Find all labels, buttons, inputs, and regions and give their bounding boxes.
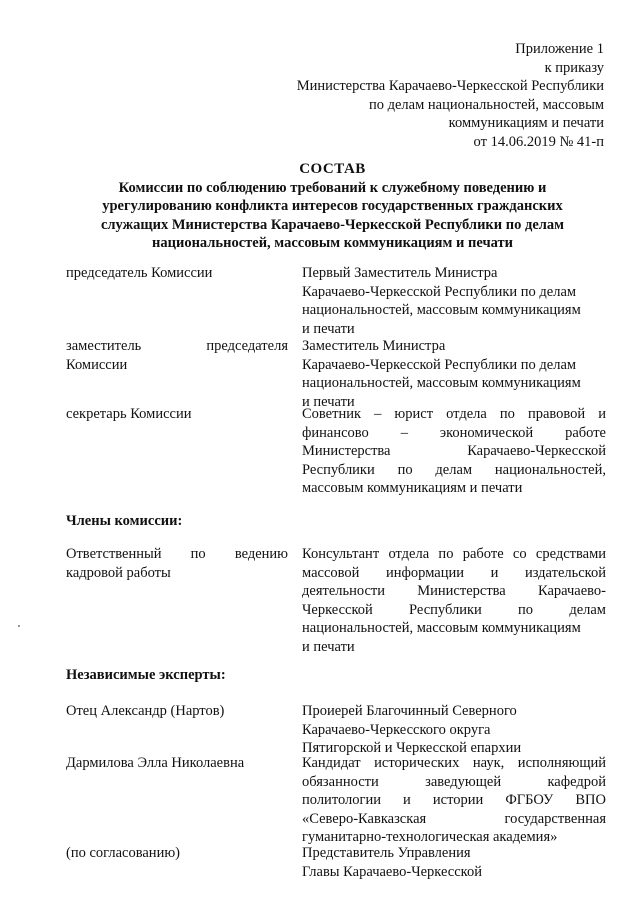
person-line: национальностей, массовым коммуникациям (302, 375, 581, 391)
person-line: национальностей, массовым коммуникациям (302, 620, 581, 636)
person-line: национальностей, массовым коммуникациям (302, 302, 581, 318)
person-line: Консультант отдела по работе со средствами (302, 546, 606, 562)
role-cell (66, 405, 288, 424)
role-cell (66, 545, 288, 582)
person-line: массовой информации и издательской (302, 564, 606, 581)
role-line: кадровой работы (66, 564, 171, 581)
role-cell (66, 702, 288, 721)
person-line: «Северо-Кавказская государственная (302, 810, 606, 827)
person-cell (302, 337, 606, 411)
person-line: Проиерей Благочинный Северного (302, 703, 517, 719)
person-line: Республики по делам национальностей, (302, 461, 606, 478)
appendix-line: Министерства Карачаево-Черкесской Республики (296, 78, 604, 94)
person-line: Заместитель Министра (302, 338, 446, 354)
appendix-line: коммуникациям и печати (448, 115, 604, 131)
role-line: Комиссии (66, 356, 128, 373)
person-line: Министерства Карачаево-Черкесской (302, 443, 606, 459)
experts-heading: Независимые эксперты: (66, 667, 226, 683)
scan-speck (18, 625, 20, 627)
role-cell (66, 844, 288, 863)
appendix-line: к приказу (544, 59, 604, 76)
person-line: Карачаево-Черкесского округа (302, 721, 491, 738)
person-line: Советник – юрист отдела по правовой и (302, 406, 606, 422)
role-cell (66, 754, 288, 773)
person-line: Главы Карачаево-Черкесской (302, 863, 482, 880)
person-line: Карачаево-Черкесской Республики по делам (302, 283, 577, 300)
role-cell (66, 337, 288, 374)
title-main: СОСТАВ (299, 161, 366, 177)
person-line: Первый Заместитель Министра (302, 265, 498, 281)
subtitle-line: служащих Министерства Карачаево-Черкесской Республики по делам (100, 216, 565, 233)
role-cell (66, 264, 288, 283)
person-line: и печати (302, 393, 355, 410)
person-line: и печати (302, 638, 355, 655)
title-subtitle (60, 179, 605, 253)
appendix-line: Приложение 1 (515, 41, 604, 57)
person-line: Кандидат исторических наук, исполняющий (302, 755, 606, 771)
person-line: финансово – экономической работе (302, 424, 606, 441)
subtitle-line: Комиссии по соблюдению требований к служебному поведению и (118, 179, 547, 196)
person-cell (302, 702, 606, 758)
role-line: заместитель председателя (66, 338, 288, 354)
appendix-line: по делам национальностей, массовым (368, 96, 604, 113)
appendix-line: от 14.06.2019 № 41-п (473, 133, 604, 150)
person-line: Черкесской Республики по делам (302, 601, 606, 618)
person-cell (302, 844, 606, 881)
person-line: деятельности Министерства Карачаево- (302, 583, 606, 599)
person-cell (302, 264, 606, 338)
role-line: Дармилова Элла Николаевна (66, 755, 245, 771)
person-line: массовым коммуникациям и печати (302, 480, 523, 496)
members-heading: Члены комиссии: (66, 513, 183, 529)
role-line: председатель Комиссии (66, 265, 213, 281)
role-line: (по согласованию) (66, 845, 180, 861)
subtitle-line: урегулированию конфликта интересов государственных гражданских (102, 198, 563, 214)
person-cell (302, 405, 606, 498)
person-line: Пятигорской и Черкесской епархии (302, 740, 522, 756)
role-line: секретарь Комиссии (66, 406, 192, 422)
appendix-header (184, 40, 604, 151)
person-line: Представитель Управления (302, 845, 471, 861)
person-line: политологии и истории ФГБОУ ВПО (302, 792, 606, 808)
role-line: Отец Александр (Нартов) (66, 703, 225, 719)
subtitle-line: национальностей, массовым коммуникациям и печати (152, 235, 513, 251)
document-title (60, 160, 605, 253)
person-line: гуманитарно-технологическая академия» (302, 829, 558, 845)
person-cell (302, 545, 606, 656)
person-line: и печати (302, 320, 355, 337)
person-line: Карачаево-Черкесской Республики по делам (302, 356, 577, 373)
person-cell (302, 754, 606, 847)
person-line: обязанности заведующей кафедрой (302, 773, 606, 790)
role-line: Ответственный по ведению (66, 546, 288, 562)
